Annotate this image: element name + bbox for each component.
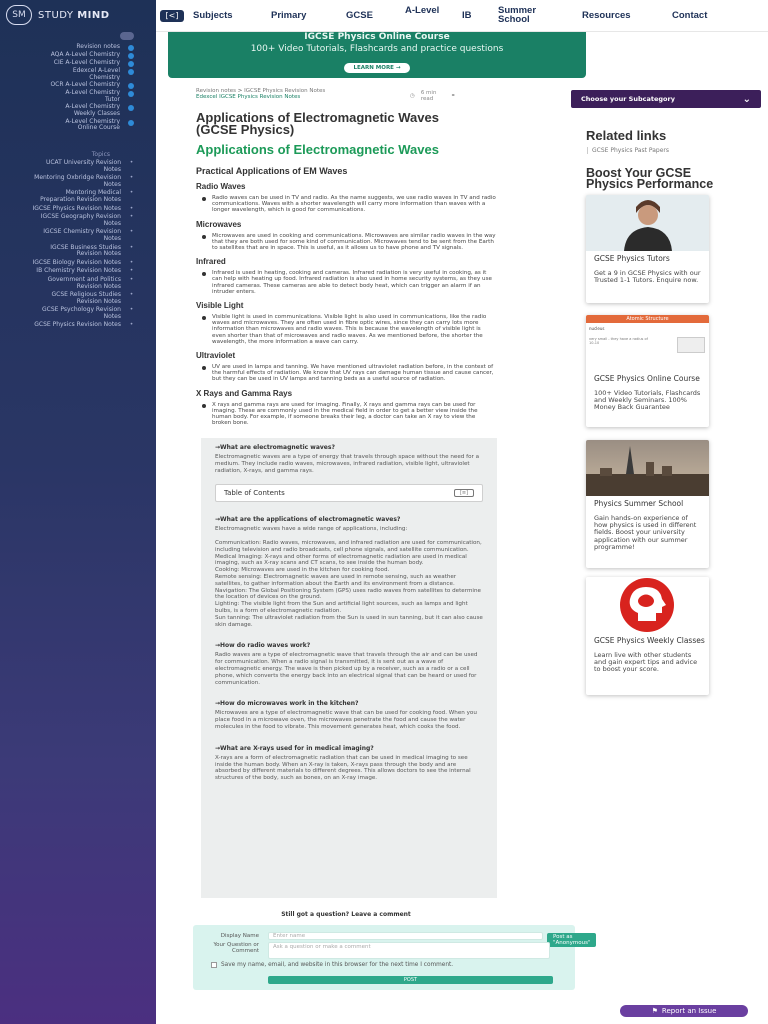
card-description: Get a 9 in GCSE Physics with our Trusted 1-1 Tutors. Enquire now. [594,269,701,285]
tutor-photo-icon [586,195,709,251]
sidebar-item[interactable] [0,82,156,89]
nav-ib[interactable]: IB [462,10,472,21]
bullet-icon [202,404,206,408]
sidebar-item[interactable] [0,104,156,117]
sidebar-item-label: OCR A-Level Chemistry [50,81,120,89]
post-anonymous-button[interactable]: Post as "Anonymous" [547,933,596,947]
skyline-icon [586,440,709,496]
sidebar-topic-item[interactable] [0,175,156,188]
chevron-down-icon: ⌄ [742,93,751,105]
nav-gcse[interactable]: GCSE [346,10,373,21]
expand-icon[interactable]: • [129,267,134,275]
article [196,88,496,426]
expand-icon[interactable]: • [129,243,134,251]
paragraph-text: UV are used in lamps and tanning. We have mentioned ultraviolet radiation before, in the context of the harmful effects of radiation. We know that UV rays can damage human tissue and cause cancer, but they can be used in UV lamps and tanning beds as a useful source of radiation. [212,364,494,383]
report-issue-button[interactable] [620,1005,748,1017]
card-description: 100+ Video Tutorials, Flashcards and Weekly Seminars. 100% Money Back Guarantee [594,389,701,412]
sidebar-topic-item[interactable] [0,214,156,227]
sidebar-item[interactable] [0,52,156,59]
sidebar-topic-label: Mentoring Medical Preparation Revision Notes [40,189,121,203]
read-time: 6 min read [420,90,437,102]
breadcrumb-edexcel[interactable]: Edexcel IGCSE Physics Revision Notes [196,94,301,100]
card-description: Learn live with other students and gain expert tips and advice to boost your score. [594,651,698,674]
nav-resources[interactable]: Resources [582,10,631,21]
comment-section-title: Still got a question? Leave a comment [281,911,411,918]
banner-subtitle: 100+ Video Tutorials, Flashcards and practice questions [250,44,504,54]
sidebar-topic-label: Government and Politics Revision Notes [47,275,121,290]
paragraph-text: Microwaves are used in cooking and communications. Microwaves are similar radio waves in the way that they are both used for some kind of communication. Microwaves tend to be sent from the Earth to satellites that are in space. This is useful, as it allows us to have phone and TV signals. [212,232,496,252]
post-button[interactable]: POST [268,976,553,984]
circle-icon [128,69,134,75]
circle-icon [128,83,134,89]
faq-panel [201,438,497,898]
expand-icon[interactable]: • [129,275,134,283]
circle-icon [128,45,134,51]
bullet-paragraph [196,270,496,295]
bullet-paragraph [196,314,496,345]
course-preview-image [677,337,705,353]
nav-primary[interactable]: Primary [271,10,307,21]
sidebar-item-label: Edexcel A-Level Chemistry [72,67,120,81]
card-description: Gain hands-on experience of how physics is used in different fields. Boost your university application with our summer programme! [594,514,697,551]
breadcrumb-revision-notes[interactable]: Revision notes [196,88,236,94]
course-preview-heading: nucleus [589,326,605,331]
expand-icon[interactable]: • [129,204,134,212]
sections [196,182,496,426]
sidebar-topic-label: GCSE Psychology Revision Notes [42,306,121,320]
sidebar-topic-item[interactable] [0,160,156,173]
sidebar-topic-item[interactable] [0,292,156,305]
expand-icon[interactable]: • [129,159,134,166]
sidebar-topic-item[interactable] [0,245,156,258]
circle-icon [128,105,134,111]
breadcrumb-igcse-physics[interactable]: IGCSE Physics Revision Notes [244,88,326,94]
subsection-heading: Microwaves [196,219,242,229]
banner-title: IGCSE Physics Online Course [304,32,450,42]
sidebar-topic-label: IGCSE Biology Revision Notes [32,258,121,266]
sidebar-topic-label: IGCSE Chemistry Revision Notes [43,228,121,242]
expand-icon[interactable]: • [129,258,134,266]
sidebar-item[interactable] [0,60,156,67]
expand-icon[interactable]: • [129,213,134,221]
expand-icon[interactable]: • [129,228,134,236]
save-info-checkbox[interactable] [211,962,217,968]
expand-icon[interactable]: • [129,291,134,299]
card-title: GCSE Physics Weekly Classes [594,636,705,645]
nav-summer-school[interactable]: Summer School [498,5,537,25]
nav-subjects[interactable]: Subjects [193,10,233,21]
faq-answer: Radio waves are a type of electromagnetic wave that travels through the air and can be used for communication. When a radio signal is transmitted, it is sent out as a wave of electromagnetic energy. The wave is then picked up by a receiver, such as a radio or a cell phone, which converts the energy back into an electrical signal that can be heard or used for communication. [215,652,478,686]
breadcrumb-separator: > [237,88,243,94]
bullet-icon [202,272,206,276]
bullet-paragraph [196,233,496,252]
sidebar-collapse-toggle[interactable] [120,32,134,40]
sidebar-topic-label: IB Chemistry Revision Notes [36,267,121,275]
sidebar-item-label: A-Level Chemistry Tutor [65,89,120,103]
subsection-heading: X Rays and Gamma Rays [196,388,293,398]
sidebar-topic-label: GCSE Physics Revision Notes [34,321,121,329]
share-icon[interactable]: ⚭ [450,93,456,99]
card-title: GCSE Physics Tutors [594,254,670,263]
course-preview-title: Atomic Structure [586,315,709,323]
expand-icon[interactable]: • [129,189,134,197]
card-online-course[interactable] [586,315,709,427]
sidebar-item-label: Revision notes [76,43,120,50]
save-info-label: Save my name, email, and website in this browser for the next time I comment. [221,962,454,968]
practical-heading: Practical Applications of EM Waves [196,166,348,176]
expand-icon[interactable]: • [129,306,134,314]
table-of-contents[interactable] [215,484,483,502]
circle-icon [128,91,134,97]
subcategory-dropdown[interactable] [571,90,761,108]
faq-question[interactable]: →What are electromagnetic waves? [215,444,335,451]
course-preview-text: very small - they have a radius of 10-10 [589,337,648,345]
flag-icon: ⚑ [651,1007,658,1015]
card-summer-school[interactable] [586,440,709,568]
sidebar-topic-item[interactable] [0,322,156,329]
tutor-photo [586,195,709,251]
question-textarea[interactable]: Ask a question or make a comment [268,942,550,959]
sidebar-topic-label: GCSE Religious Studies Revision Notes [51,291,121,305]
faq-question[interactable]: →How do microwaves work in the kitchen? [215,700,359,708]
topics-label: Topics [91,151,110,158]
article-meta [410,90,455,102]
sidebar-topic-label: IGCSE Business Studies Revision Notes [50,243,121,258]
sidebar-topics-list [0,160,156,331]
sidebar-topic-label: UCAT University Revision Notes [45,159,121,173]
bullet-icon [202,197,206,201]
nav-alevel[interactable]: A-Level [405,5,440,16]
card-weekly-classes[interactable] [586,577,709,695]
subsection-heading: Radio Waves [196,182,246,191]
circle-icon [128,53,134,59]
sidebar-topic-item[interactable] [0,260,156,267]
brand-name: STUDY MIND [38,9,110,21]
sidebar-item[interactable] [0,44,156,51]
question-label: Your Question or Comment [213,942,259,954]
sidebar-topic-item[interactable] [0,277,156,290]
display-name-label: Display Name [220,933,259,939]
brain-logo-icon: SM [6,5,32,25]
bullet-paragraph [196,195,496,214]
sidebar-list [0,44,156,133]
brain-head-icon [586,577,709,633]
sidebar-item-label: A-Level Chemistry Weekly Classes [65,103,120,117]
clock-icon: ◷ [410,93,415,99]
bullet-paragraph [196,402,496,427]
sidebar-topic-item[interactable] [0,307,156,320]
toc-toggle-icon[interactable]: [≡] [454,489,474,497]
paragraph-text: X rays and gamma rays are used for imaging. Finally, X rays and gamma rays can be used for imaging. These are commonly used in the medical field in order to get a better view inside the human body. For example, if someone breaks their leg, a doctor can take an X ray to view the broken bone. [212,401,478,427]
boost-heading: Boost Your GCSE Physics Performance [586,166,714,191]
sidebar-topic-item[interactable] [0,268,156,275]
course-banner[interactable] [168,32,586,78]
faq-question[interactable]: →What are X-rays used for in medical imaging? [215,744,374,752]
sidebar-topic-item[interactable] [0,229,156,242]
card-title: Physics Summer School [594,499,684,508]
sidebar-item[interactable] [0,90,156,103]
sidebar-topic-label: Mentoring Oxbridge Revision Notes [34,174,121,188]
bullet-icon [202,316,206,320]
save-info-row [211,962,561,968]
faq-answer: X-rays are a form of electromagnetic radiation that can be used in medical imaging to see inside the human body. When an X-ray is taken, X-rays pass through the body and are absorbed by different materials to different degrees. This allows doctors to see the internal structures of the body, such as bones, on an X-ray image. [215,754,471,782]
sidebar-item-label: A-Level Chemistry Online Course [65,117,120,132]
report-issue-label: Report an Issue [661,1007,717,1015]
faq-answer: Microwaves are a type of electromagnetic wave that can be used for cooking food. When you place food in a microwave oven, the microwaves penetrate the food and cause the water molecules in the food to vibrate. This movement generates heat, which cooks the food. [215,710,477,730]
sidebar-item[interactable] [0,68,156,81]
top-navigation [156,0,768,32]
sidebar [0,0,156,1024]
faq-question[interactable]: →How do radio waves work? [215,642,311,650]
card-tutors[interactable] [586,195,709,303]
related-links-heading: Related links [586,128,667,143]
past-papers-link[interactable]: GCSE Physics Past Papers [587,147,761,154]
faq-answer: Electromagnetic waves are a type of energy that travels through space without the need for a medium. They include radio waves, microwaves, infrared radiation, visible light, ultraviolet radiation, X-rays, and gamma rays. [215,454,480,474]
subsection-heading: Infrared [196,257,226,267]
nav-contact[interactable]: Contact [672,10,708,21]
faq-answer: Electromagnetic waves have a wide range of applications, including: Communication: Radio waves, microwaves, and infrared radiation are used for communication, including television and radio broadcasts, cell phone signals, and satellite communication. Medical Imaging: X-rays and other forms of electromagnetic radiation are used in medical imaging, such as X-ray scans and CT scans, to see inside the human body. Cooking: Microwaves are used in the kitchen for cooking food. Remote sensing: Electromagnetic waves are used in remote sensing, such as weather satellites, to gather information about the Earth and its environment from a distance. Navigation: The Global Positioning System (GPS) uses radio waves from satellites to determine the location of devices on the ground. Lighting: The visible light from the Sun and artificial light sources, such as lamps and light bulbs, is a form of electromagnetic radiation. Sun tanning: The ultraviolet radiation from the Sun is used in sun tanning, but it can also cause skin damage. [215,526,483,628]
sidebar-item[interactable] [0,119,156,132]
sidebar-topic-label: IGCSE Geography Revision Notes [40,213,121,227]
sidebar-item-label: AQA A-Level Chemistry [50,51,120,58]
comment-form [193,925,591,990]
bullet-icon [202,235,206,239]
toc-label: Table of Contents [224,489,285,498]
bullet-icon [202,366,206,370]
subsection-heading: Ultraviolet [196,351,236,361]
logo[interactable] [6,5,110,25]
section-title: Applications of Electromagnetic Waves [196,142,439,157]
paragraph-text: Radio waves can be used in TV and radio. As the name suggests, we use radio waves in TV and radio communications. Waves with a shorter wavelength will carry more information than waves with a longer wavelength, which is good for communications. [212,195,496,214]
circle-icon [128,120,134,126]
subcategory-label: Choose your Subcategory [581,95,675,103]
sidebar-topic-item[interactable] [0,190,156,203]
sidebar-topic-label: IGCSE Physics Revision Notes [32,204,121,212]
faq-question[interactable]: →What are the applications of electromagnetic waves? [215,516,401,524]
sidebar-item-label: CIE A-Level Chemistry [53,59,120,66]
name-input[interactable]: Enter name [268,932,543,940]
subsection-heading: Visible Light [196,301,244,311]
learn-more-button[interactable]: LEARN MORE → [344,63,411,73]
expand-icon[interactable]: • [129,174,134,182]
city-skyline-photo [586,440,709,496]
page-title: Applications of Electromagnetic Waves (GCSE Physics) [196,110,439,137]
menu-toggle-icon[interactable]: [<] [160,10,184,22]
paragraph-text: Infrared is used in heating, cooking and cameras. Infrared radiation is very useful in cooking, as it can help with heating up food. Infrared radiation is also used in home security systems, as they use infrared cameras. These cameras are able to detect body heat, which can trigger an alarm if an intruder enters. [212,270,492,295]
right-sidebar [571,90,761,674]
sidebar-topic-item[interactable] [0,206,156,213]
card-title: GCSE Physics Online Course [594,374,700,383]
circle-icon [128,61,134,67]
expand-icon[interactable]: • [129,321,134,329]
course-preview [586,315,709,371]
weekly-classes-image [586,577,709,633]
paragraph-text: Visible light is used in communications. Visible light is also used in communications, like the radio waves and microwaves. They are often used in fibre optic wires, since they can carry lots more information than microwaves and radio waves. This is because the wavelength of visible light is even shorter than that of microwaves and radio waves. As we mentioned before, the shorter the wavelength, the more information a wave can carry. [212,314,487,345]
bullet-paragraph [196,364,496,383]
